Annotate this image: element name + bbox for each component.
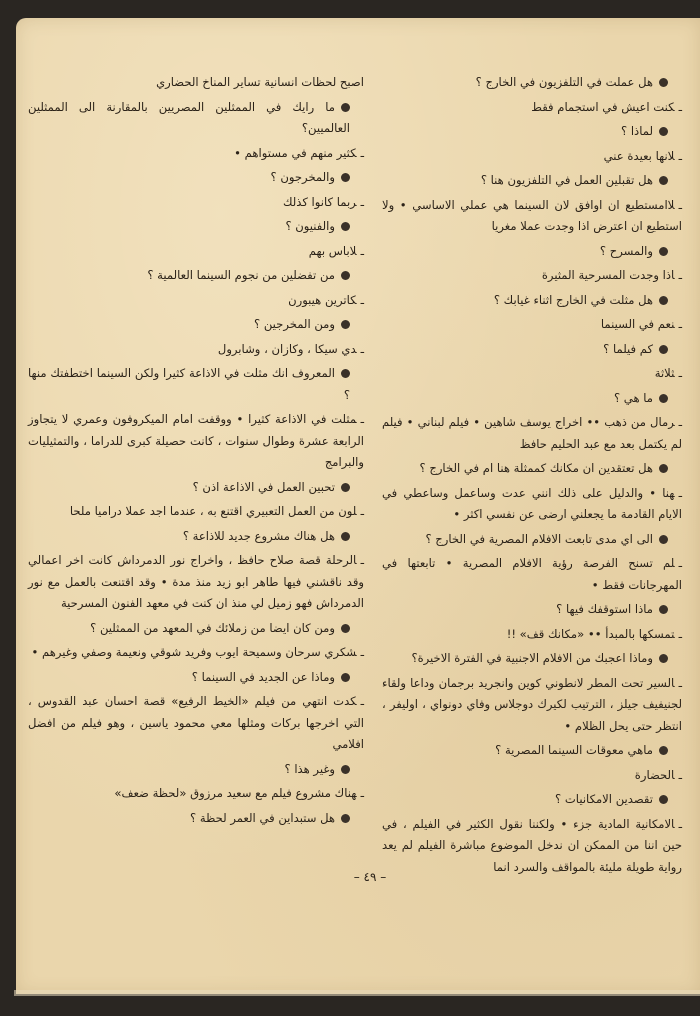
entry-text: هل عملت في التلفزيون في الخارج ؟ [475, 75, 653, 89]
interview-question [28, 265, 364, 287]
entry-text: هنا • والدليل على ذلك انني عدت وساعمل وساعطي في الايام القادمة ما يجعلني ارضى عن نفسي اكثر • [382, 485, 682, 521]
interview-answer [382, 412, 682, 455]
question-bullet-icon [659, 176, 668, 185]
interview-question [28, 759, 364, 781]
page-number: – ٤٩ – [353, 870, 387, 884]
answer-dash-icon: ـ [360, 145, 364, 160]
interview-question [382, 170, 682, 192]
interview-answer [382, 814, 682, 879]
question-bullet-icon [659, 746, 668, 755]
interview-question [28, 808, 364, 830]
interview-answer [28, 642, 364, 664]
answer-dash-icon: ـ [678, 675, 682, 690]
question-bullet-icon [341, 271, 350, 280]
interview-answer [382, 624, 682, 646]
entry-text: رمال من ذهب •• اخراج يوسف شاهين • فيلم لبناني • فيلم لم يكتمل بعد مع عبد الحليم حافظ [382, 415, 682, 451]
interview-question [28, 167, 364, 189]
entry-text: لانها بعيدة عني [603, 148, 675, 163]
interview-question [382, 648, 682, 670]
answer-dash-icon: ـ [360, 243, 364, 258]
entry-text: والفنيون ؟ [285, 219, 335, 233]
entry-text: هل تعتقدين ان مكانك كممثلة هنا ام في الخارج ؟ [419, 461, 653, 475]
answer-dash-icon: ـ [360, 412, 364, 426]
interview-question [382, 529, 682, 551]
interview-question [28, 618, 364, 640]
interview-answer [382, 765, 682, 787]
entry-text: من تفضلين من نجوم السينما العالمية ؟ [147, 268, 335, 282]
entry-text: وماذا اعجبك من الافلام الاجنبية في الفترة الاخيرة؟ [411, 651, 653, 665]
entry-text: لاامستطيع ان اوافق لان السينما هي عملي الاساسي • ولا استطيع ان اعترض اذا وجدت عملا مغريا [382, 197, 682, 233]
interview-question [382, 241, 682, 263]
entry-text: نعم في السينما [600, 317, 675, 331]
interview-question [382, 789, 682, 811]
answer-dash-icon: ـ [678, 556, 682, 570]
question-bullet-icon [341, 103, 350, 112]
interview-answer [28, 691, 364, 756]
entry-text: ومن المخرجين ؟ [254, 317, 335, 331]
continued-text [28, 72, 364, 94]
entry-text: هل تقبلين العمل في التلفزيون هنا ؟ [480, 173, 653, 187]
right-column [382, 72, 682, 881]
question-bullet-icon [659, 127, 668, 136]
question-bullet-icon [341, 369, 350, 378]
question-bullet-icon [659, 535, 668, 544]
interview-answer [28, 192, 364, 214]
answer-dash-icon: ـ [678, 99, 682, 114]
question-bullet-icon [659, 605, 668, 614]
entry-text: والمخرجون ؟ [270, 170, 335, 184]
interview-answer [382, 314, 682, 336]
answer-dash-icon: ـ [678, 148, 682, 163]
question-bullet-icon [659, 247, 668, 256]
answer-dash-icon: ـ [678, 816, 682, 831]
entry-text: لون من العمل التعبيري اقتنع به ، عندما اجد عملا دراميا ملحا [69, 504, 357, 518]
interview-answer [382, 195, 682, 238]
question-bullet-icon [659, 795, 668, 804]
interview-question [28, 477, 364, 499]
entry-text: المعروف انك مثلت في الاذاعة كثيرا ولكن السينما اختطفتك منها ؟ [28, 366, 350, 402]
entry-text: هل هناك مشروع جديد للاذاعة ؟ [182, 528, 335, 543]
answer-dash-icon: ـ [360, 292, 364, 307]
interview-question [28, 216, 364, 238]
answer-dash-icon: ـ [678, 767, 682, 782]
entry-text: دي سيكا ، وكازان ، وشابرول [217, 341, 357, 356]
entry-text: كثير منهم في مستواهم • [234, 145, 357, 160]
interview-answer [382, 553, 682, 596]
entry-text: تقصدين الامكانيات ؟ [555, 792, 653, 806]
entry-text: وماذا عن الجديد في السينما ؟ [191, 669, 335, 684]
interview-answer [28, 783, 364, 805]
interview-answer [28, 501, 364, 523]
interview-question [28, 314, 364, 336]
interview-question [382, 388, 682, 410]
entry-text: ما رايك في الممثلين المصريين بالمقارنة الى الممثلين العالميين؟ [28, 99, 350, 135]
answer-dash-icon: ـ [678, 268, 682, 282]
entry-text: تحبين العمل في الاذاعة اذن ؟ [192, 479, 335, 494]
entry-text: وغير هذا ؟ [284, 761, 335, 776]
interview-question [382, 72, 682, 94]
entry-text: شكري سرحان وسميحة ايوب وفريد شوقي ونعيمة وصفي وغيرهم • [31, 645, 357, 659]
question-bullet-icon [341, 532, 350, 541]
entry-text: هناك مشروع فيلم مع سعيد مرزوق «لحظة ضعف» [114, 786, 357, 800]
interview-question [382, 599, 682, 621]
paper-bottom-edge [14, 990, 700, 996]
answer-dash-icon: ـ [360, 694, 364, 708]
entry-text: الرحلة قصة صلاح حافظ ، واخراج نور الدمرداش كانت اخر اعمالي وقد ناقشني فيها طاهر ابو زيد منذ مدة • وقد اقتنعت بالعمل مع نور الدمرداش فهو زميل لي منذ ان كنت في معهد الفنون المسرحية [28, 553, 364, 610]
interview-answer [28, 409, 364, 474]
interview-answer [382, 97, 682, 119]
question-bullet-icon [341, 483, 350, 492]
entry-text: لاباس بهم [308, 243, 357, 258]
answer-dash-icon: ـ [360, 645, 364, 659]
interview-question [28, 363, 364, 406]
interview-answer [382, 265, 682, 287]
interview-question [382, 458, 682, 480]
entry-text: ماذا استوقفك فيها ؟ [556, 602, 653, 616]
answer-dash-icon: ـ [360, 786, 364, 800]
interview-question [28, 97, 364, 140]
question-bullet-icon [341, 673, 350, 682]
answer-dash-icon: ـ [360, 341, 364, 356]
entry-text: كاترين هيبورن [288, 292, 357, 307]
question-bullet-icon [659, 78, 668, 87]
interview-answer [28, 339, 364, 361]
interview-answer [28, 550, 364, 615]
entry-text: مثلت في الاذاعة كثيرا • ووقفت امام الميكروفون وعمري لا يتجاوز الرابعة عشرة وطوال سنوات ، كانت حصيلة كبرى للدراما ، والتمثيليات والبرامج [28, 412, 364, 469]
question-bullet-icon [341, 814, 350, 823]
entry-text: والمسرح ؟ [599, 243, 653, 258]
interview-question [28, 526, 364, 548]
entry-text: السير تحت المطر لانطوني كوين وانجريد برجمان وداعا ولقاء لجنيفيف جيلز ، الترتيب لكيرك دوجلاس وفاي دونواي ، اوليفر ، انتظر حتى يحل الظلام • [382, 675, 682, 733]
entry-text: ما هي ؟ [613, 390, 653, 405]
entry-text: اذا وجدت المسرحية المثيرة [541, 268, 675, 282]
interview-answer [28, 143, 364, 165]
entry-text: ربما كانوا كذلك [282, 194, 357, 209]
question-bullet-icon [341, 624, 350, 633]
interview-answer [382, 673, 682, 738]
answer-dash-icon: ـ [678, 485, 682, 500]
interview-question [382, 290, 682, 312]
question-bullet-icon [659, 345, 668, 354]
entry-text: ومن كان ايضا من زملائك في المعهد من الممثلين ؟ [90, 620, 335, 635]
interview-question [382, 121, 682, 143]
question-bullet-icon [341, 173, 350, 182]
question-bullet-icon [341, 222, 350, 231]
question-bullet-icon [659, 296, 668, 305]
entry-text: كم فيلما ؟ [603, 341, 653, 356]
left-column [28, 72, 364, 832]
answer-dash-icon: ـ [678, 415, 682, 429]
answer-dash-icon: ـ [678, 626, 682, 641]
question-bullet-icon [659, 654, 668, 663]
answer-dash-icon: ـ [360, 504, 364, 518]
entry-text: الامكانية المادية جزء • ولكننا نقول الكثير في الفيلم ، في حين اننا من الممكن ان ندخل الموضوع مباشرة الفيلم لم يعد رواية طويلة مليئة بالمواقف والسرد انما [382, 816, 682, 874]
entry-text: هل مثلت في الخارج اثناء غيابك ؟ [493, 292, 653, 307]
interview-answer [28, 241, 364, 263]
interview-question [382, 339, 682, 361]
entry-text: ماهي معوقات السينما المصرية ؟ [495, 743, 653, 757]
entry-text: ثلاثة [654, 366, 675, 380]
entry-text: الحضارة [634, 767, 675, 782]
answer-dash-icon: ـ [678, 317, 682, 331]
entry-text: كدت انتهي من فيلم «الخيط الرفيع» قصة احسان عبد القدوس ، التي اخرجها بركات ومثلها معي محمود ياسين ، وهو فيلم من افضل افلامي [28, 694, 364, 751]
answer-dash-icon: ـ [678, 366, 682, 380]
interview-answer [28, 290, 364, 312]
question-bullet-icon [659, 394, 668, 403]
entry-text: هل ستبداين في العمر لحظة ؟ [190, 810, 335, 825]
entry-text: تمسكها بالمبدأ •• «مكانك قف» !! [506, 626, 675, 641]
interview-question [382, 740, 682, 762]
interview-answer [382, 363, 682, 385]
interview-answer [382, 483, 682, 526]
answer-dash-icon: ـ [360, 553, 364, 567]
interview-answer [382, 146, 682, 168]
question-bullet-icon [659, 464, 668, 473]
entry-text: كنت اعيش في استجمام فقط [531, 99, 675, 114]
answer-dash-icon: ـ [678, 197, 682, 212]
entry-text: اصبح لحظات انسانية تساير المناخ الحضاري [156, 75, 364, 89]
answer-dash-icon: ـ [360, 194, 364, 209]
interview-question [28, 667, 364, 689]
question-bullet-icon [341, 765, 350, 774]
question-bullet-icon [341, 320, 350, 329]
entry-text: لماذا ؟ [621, 124, 653, 138]
entry-text: الى اي مدى تابعت الافلام المصرية في الخارج ؟ [425, 531, 653, 546]
entry-text: لم تسنح الفرصة رؤية الافلام المصرية • تابعتها في المهرجانات فقط • [382, 556, 682, 592]
